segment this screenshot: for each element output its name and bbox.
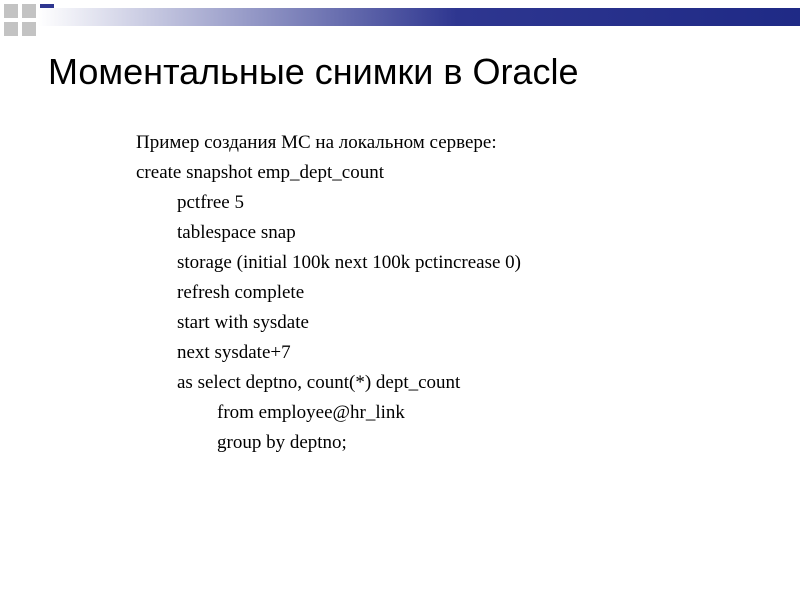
header-gradient-band: [38, 8, 800, 26]
code-line: from employee@hr_link: [217, 402, 405, 423]
code-line: pctfree 5: [177, 192, 244, 213]
code-line: tablespace snap: [177, 222, 296, 243]
code-line: next sysdate+7: [177, 342, 291, 363]
code-line: Пример создания МС на локальном сервере:: [136, 132, 497, 153]
sql-code-block: [136, 128, 776, 458]
code-line: create snapshot emp_dept_count: [136, 162, 384, 183]
code-line: group by deptno;: [217, 432, 347, 453]
decorative-square: [4, 4, 18, 18]
decorative-square: [22, 4, 36, 18]
code-line: start with sysdate: [177, 312, 309, 333]
slide-title: Моментальные снимки в Oracle: [48, 51, 579, 92]
code-line: storage (initial 100k next 100k pctincrease 0): [177, 252, 522, 273]
code-line: as select deptno, count(*) dept_count: [177, 372, 461, 393]
decorative-square: [22, 22, 36, 36]
decorative-square: [4, 22, 18, 36]
code-line: refresh complete: [177, 282, 305, 303]
